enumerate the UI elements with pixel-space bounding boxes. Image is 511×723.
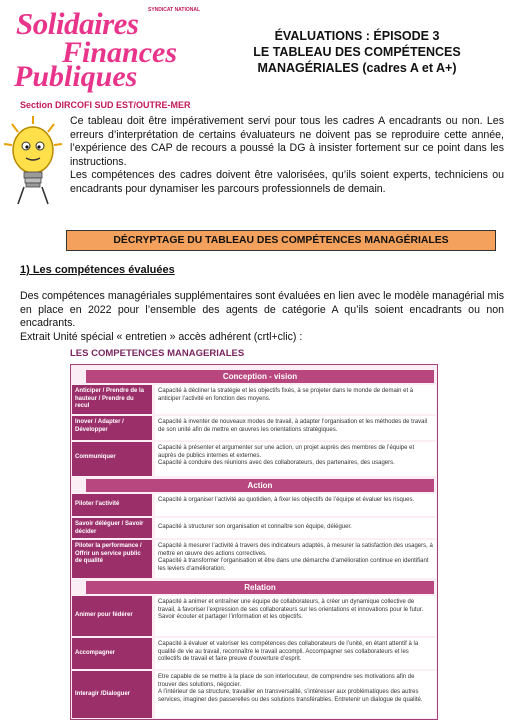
table-heading: LES COMPETENCES MANAGERIALES xyxy=(70,348,245,359)
table-section-relation: Relation xyxy=(86,581,434,594)
logo-word-solidaires: Solidaires xyxy=(16,6,139,41)
row-desc-text: Capacité à transformer l’organisation et être dans une démarche d’amélioration continue en identifiant les leviers d’amélioration. xyxy=(158,558,429,572)
table-row-desc xyxy=(155,442,436,476)
section-paragraph: Des compétences managériales supplémentaires sont évaluées en lien avec le modèle managérial mis en place en 2022 pour l’ensemble des agents de catégorie A qu’ils soient encadrants ou non encadrants. xyxy=(20,290,504,329)
section-heading-competences: 1) Les compétences évaluées xyxy=(20,264,175,276)
table-row-label: Accompagner xyxy=(72,638,152,669)
table-row-desc xyxy=(155,638,436,669)
table-row-desc xyxy=(155,518,436,538)
table-row-desc xyxy=(155,671,436,718)
logo-section-name: Section DIRCOFI SUD EST/OUTRE-MER xyxy=(20,100,191,110)
table-row-desc xyxy=(155,416,436,440)
title-line-3: MANAGÉRIALES (cadres A et A+) xyxy=(257,61,457,75)
row-desc-text: Capacité à conduire des réunions avec des collaborateurs, des partenaires, des usagers. xyxy=(158,460,395,466)
row-desc-text: Capacité à décliner la stratégie et les objectifs fixés, à se projeter dans le monde de demain et à anticiper l’activité en fonction des moyens. xyxy=(158,388,414,402)
table-row-label: Savoir déléguer / Savoir décider xyxy=(72,518,152,538)
table-row-desc xyxy=(155,494,436,516)
row-desc-text: Capacité à inventer de nouveaux modes de travail, à adapter l’organisation et les méthodes de travail de son unité afin de mettre en œuvres les orientations stratégiques. xyxy=(158,419,428,433)
table-section-action: Action xyxy=(86,479,434,492)
table-row-desc xyxy=(155,596,436,636)
row-desc-text: Capacité à présenter et argumenter sur une action, un projet auprès des membres de l’équipe et auprès de publics internes et externes. xyxy=(158,445,415,459)
intro-paragraph-1: Ce tableau doit être impérativement servi pour tous les cadres A encadrants ou non. Les erreurs d’interprétation de certains évaluateurs ne doivent pas se reproduire cette année, l’expérience des CAP de recours a poussé la DG à insister fortement sur ce point dans les instructions. xyxy=(70,115,504,168)
table-row-desc xyxy=(155,385,436,414)
row-desc-text: Etre capable de se mettre à la place de son interlocuteur, de comprendre ses motivations afin de trouver des solutions, négocier. xyxy=(158,674,415,688)
table-row-label: Inover / Adapter / Développer xyxy=(72,416,152,440)
table-row-desc xyxy=(155,540,436,578)
section-banner: DÉCRYPTAGE DU TABLEAU DES COMPÉTENCES MANAGÉRIALES xyxy=(66,230,496,251)
table-section-conception: Conception - vision xyxy=(86,370,434,383)
extrait-link-line[interactable]: Extrait Unité spécial « entretien » accès adhérent (crtl+clic) : xyxy=(20,331,303,343)
logo-tagline: SYNDICAT NATIONAL xyxy=(148,7,201,13)
row-desc-text: A l’intérieur de sa structure, travailler en transversalité, s’intéresser aux problématiques des autres services, imaginer des passerelles ou des solutions transférables. Entretenir un dialogue de qualité. xyxy=(158,689,423,703)
page-title xyxy=(212,28,502,76)
row-desc-text: Capacité à évaluer et valoriser les compétences des collaborateurs de l’unité, en étant attentif à la qualité de vie au travail, reconnaître le travail accompli. Accompagner ses collaborateurs et les collectifs de travail et faire preuve d’ouverture d’esprit. xyxy=(158,641,419,662)
intro-text xyxy=(70,115,504,197)
table-row-label: Piloter l’activité xyxy=(72,494,152,516)
row-desc-text: Savoir écouter et partager l’information et les objectifs. xyxy=(158,614,303,620)
table-row-label: Animer pour fédérer xyxy=(72,596,152,636)
title-line-1: ÉVALUATIONS : ÉPISODE 3 xyxy=(274,29,440,43)
row-desc-text: Capacité à organiser l’activité au quotidien, à fixer les objectifs de l’équipe et évaluer les risques. xyxy=(158,497,415,503)
row-desc-text: Capacité à structurer son organisation et connaître son équipe, déléguer. xyxy=(158,524,352,530)
union-logo xyxy=(8,4,208,114)
lightbulb-icon xyxy=(2,114,64,206)
table-row-label: Interagir /Dialoguer xyxy=(72,671,152,718)
logo-word-publiques: Publiques xyxy=(14,60,138,93)
title-line-2: LE TABLEAU DES COMPÉTENCES xyxy=(253,45,461,59)
row-desc-text: Capacité à mesurer l’activité à travers des indicateurs adaptés, à mesurer la satisfaction des usagers, à mettre en œuvre des actions correctives. xyxy=(158,543,433,557)
table-row-label: Anticiper / Prendre de la hauteur / Prendre du recul xyxy=(72,385,152,414)
table-row-label: Piloter la performance / Offrir un service public de qualité xyxy=(72,540,152,578)
logo-word-finances: Finances xyxy=(62,36,178,69)
intro-paragraph-2: Les compétences des cadres doivent être valorisées, qu’ils soient experts, techniciens ou encadrants pour dynamiser les parcours professionnels de demain. xyxy=(70,169,504,195)
row-desc-text: Capacité à animer et entraîner une équipe de collaborateurs, à créer un dynamique collective de travail, à favoriser l’expression de ses collaborateurs sur les orientations et innovations pour le futur. xyxy=(158,599,424,613)
table-row-label: Communiquer xyxy=(72,442,152,476)
